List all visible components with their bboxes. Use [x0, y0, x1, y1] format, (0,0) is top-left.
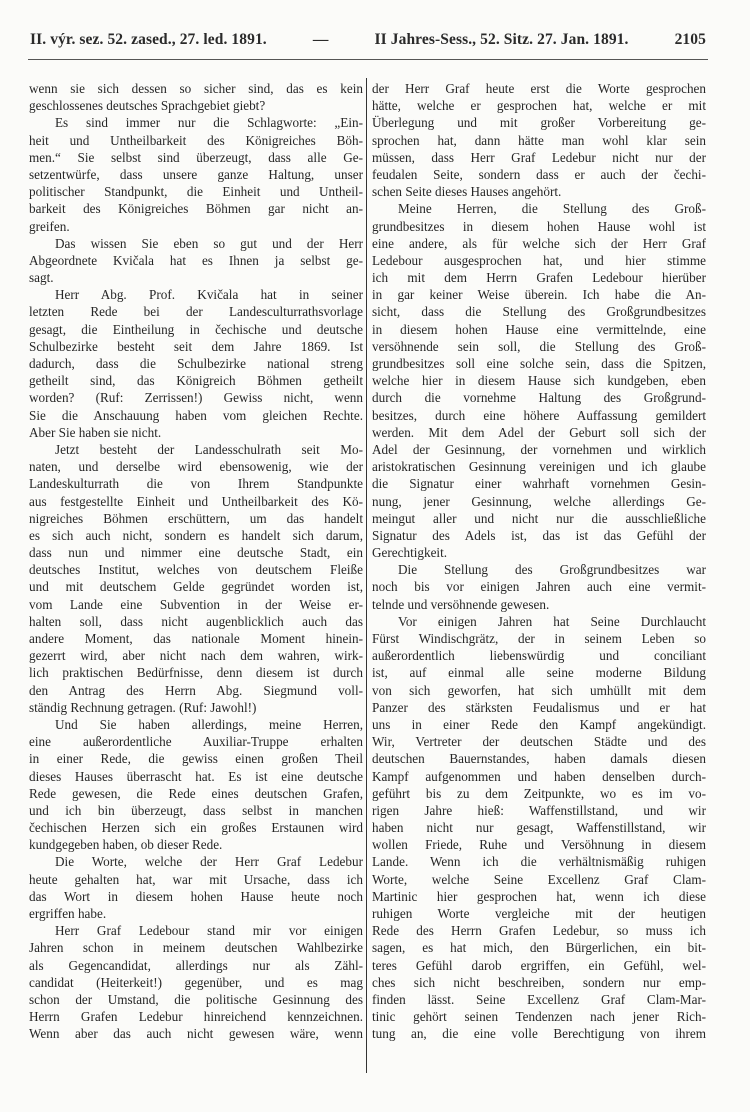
text-line: von sich geworfen, hat sich umhüllt mit dem — [372, 682, 706, 698]
text-line: versöhnende sein soll, die Stellung des Groß- — [372, 338, 706, 354]
text-line: naten, und derselbe wird ebensowenig, wie der — [29, 459, 363, 475]
text-line: sprochen hat, dann hätte man wohl klar sein — [372, 132, 706, 148]
paragraph — [372, 561, 706, 613]
text-line: worden? (Ruf: Zerrissen!) Gewiss nicht, wenn — [29, 390, 363, 406]
text-line: wenn sie sich dessen so sicher sind, das es kein — [29, 81, 363, 96]
text-line: in diesem hohen Hause eine vermittelnde, eine — [372, 321, 706, 337]
text-line: Es sind immer nur die Schlagworte: „Ein- — [55, 115, 363, 131]
text-line: tung an, die eine volle Berechtigung von ihrem — [372, 1026, 706, 1042]
text-line: dieses Hauses überrascht hat. Es ist eine deutsche — [29, 768, 363, 784]
text-line: Rede gewesen, die Rede eines deutschen Grafen, — [29, 785, 363, 801]
text-line: andere Moment, das nationale Moment hinein- — [29, 631, 363, 646]
text-line: Herr Graf Ledebour stand mir vor einigen — [55, 923, 363, 939]
text-line: tinic gehört seinen Tendenzen nach jener Rich- — [372, 1009, 706, 1025]
text-line: und mit deutschem Gelde gegründet worden ist, — [29, 579, 363, 595]
text-line: uns in einer Rede den Kampf angekündigt. — [372, 716, 706, 732]
running-header — [30, 31, 706, 49]
text-line: als Gegencandidat, allerdings nur als Zähl- — [29, 957, 363, 973]
text-line: sagen, es hat mich, den Bürgerlichen, ein bit- — [372, 940, 706, 956]
text-line: gezerrt wird, aber nicht nach dem wahren, wirk- — [29, 648, 363, 664]
text-line: das Wort in diesem hohen Hause heute noch — [29, 888, 363, 904]
text-line: telnde und versöhnende gewesen. — [372, 596, 550, 612]
text-line: ergriffen habe. — [29, 906, 107, 921]
header-dash: — — [312, 31, 329, 48]
paragraph — [372, 200, 706, 561]
paragraph — [29, 441, 363, 716]
paragraph — [29, 286, 363, 441]
text-line: werden. Mit dem Adel der Geburt soll sich der — [372, 424, 706, 440]
text-line: ruhigen Worte vergleiche mit der heutigen — [372, 906, 706, 921]
text-line: geschlossenes deutsches Sprachgebiet giebt? — [29, 98, 266, 114]
text-line: Jetzt besteht der Landesschulrath seit Mo- — [55, 441, 363, 457]
text-line: letzten Rede bei der Landesculturrathsvorlage — [29, 304, 363, 320]
text-line: noch bis vor einigen Jahren auch eine vermit- — [372, 579, 706, 595]
text-line: grundbesitzes in diesem hohen Hause wohl ist — [372, 218, 706, 234]
text-line: nung, jener Gesinnung, welche allerdings Ge- — [372, 493, 706, 509]
text-line: grundbesitzes soll eine solche sein, dass die Spitzen, — [372, 356, 706, 371]
text-line: lich praktischen Bedürfnisse, denn diesem ist durch — [29, 665, 363, 681]
column-divider — [366, 78, 367, 1073]
text-line: hätte, welche er gesprochen hat, welche er mit — [372, 98, 706, 114]
left-column — [29, 80, 363, 1043]
text-line: den Antrag des Herrn Abg. Siegmund voll- — [29, 682, 363, 698]
text-line: aristokratischen Gesinnung vereinigen und ich glaube — [372, 459, 706, 475]
text-line: in gar keiner Weise überein. Ich habe die An- — [372, 287, 706, 303]
paragraph — [29, 716, 363, 854]
text-line: sagt. — [29, 270, 54, 286]
text-line: setzentwürfe, dass unsere ganze Haltung, unser — [29, 166, 363, 182]
text-line: Signatur des Adels ist, das ist das Gefühl der — [372, 527, 706, 543]
text-line: Worte, welche Seine Excellenz Graf Clam- — [372, 871, 706, 887]
text-line: eine außerordentliche Auxiliar-Truppe erhalten — [29, 734, 363, 750]
paragraph — [29, 922, 363, 1042]
text-line: und ich bin überzeugt, dass selbst in manchen — [29, 802, 363, 818]
text-line: Aber Sie haben sie nicht. — [29, 424, 162, 440]
text-line: Rede des Herrn Grafen Ledebur, so muss ich — [372, 923, 706, 939]
text-line: schon der Umstand, die politische Gesinnung des — [29, 991, 363, 1007]
text-line: barkeit des Königreiches Böhmen gar nicht an- — [29, 201, 363, 217]
text-line: ist, auf einmal alle seine moderne Bildung — [372, 665, 706, 681]
text-line: feudalen Seite, sondern dass er auch der čechi- — [372, 166, 706, 182]
text-line: die Signatur einer wahrhaft vornehmen Gesin- — [372, 476, 706, 492]
text-line: candidat (Heiterkeit!) gegenüber, und es mag — [29, 974, 363, 990]
text-line: der Herr Graf heute erst die Worte gesprochen — [372, 81, 706, 96]
text-line: Die Worte, welche der Herr Graf Ledebur — [55, 854, 363, 870]
text-line: deutschen Bauernstandes, haben damals diesen — [372, 751, 706, 767]
text-line: vom Lande eine Subvention in der Weise er- — [29, 596, 363, 612]
text-line: es sich auch nicht, sondern es handelt sich darum, — [29, 527, 363, 543]
text-line: Jahren schon in meinem deutschen Wahlbezirke — [29, 940, 363, 956]
text-line: Fürst Windischgrätz, der in seinem Leben so — [372, 631, 706, 646]
text-line: rigen Jahre hieß: Waffenstillstand, und wir — [372, 802, 706, 818]
text-line: ständig Rechnung getragen. (Ruf: Jawohl!) — [29, 699, 257, 715]
text-line: čechischen Herzen sich ein großes Erstaunen wird — [29, 820, 363, 836]
text-line: kundgegeben haben, ob dieser Rede. — [29, 837, 223, 853]
text-line: haben nicht nur gesagt, Waffenstillstand, wir — [372, 820, 706, 836]
paragraph — [372, 613, 706, 1043]
paragraph — [29, 235, 363, 287]
page-number: 2105 — [674, 31, 706, 48]
text-line: durch die vornehme Haltung des Großgrund- — [372, 390, 706, 406]
text-line: getheilt sind, das Königreich Böhmen getheilt — [29, 373, 363, 389]
text-line: in einer Rede, die gewiss einen großen Theil — [29, 751, 363, 767]
text-line: Vor einigen Jahren hat Seine Durchlaucht — [398, 613, 706, 629]
text-line: greifen. — [29, 218, 70, 234]
text-line: Lande. Wenn ich die verhältnismäßig ruhigen — [372, 854, 706, 870]
text-line: ich mit dem Herrn Grafen Ledebour hierüber — [372, 270, 706, 286]
text-line: ches sich nicht beschreiben, sondern nur emp- — [372, 974, 706, 990]
text-line: Kampf aufgenommen und haben denselben durch- — [372, 768, 706, 784]
paragraph — [29, 114, 363, 234]
text-line: men.“ Sie selbst sind überzeugt, dass alle Ge- — [29, 149, 363, 165]
text-line: Herrn Grafen Ledebur hinreichend kennzeichnen. — [29, 1009, 363, 1025]
text-line: deutsches Institut, welches von deutschem Fleiße — [29, 562, 363, 578]
text-line: dadurch, dass die Schulbezirke national streng — [29, 356, 363, 371]
text-line: dass nun und nimmer eine deutsche Stadt, ein — [29, 545, 363, 561]
text-line: Panzer des stärksten Feudalismus und er hat — [372, 699, 706, 715]
text-line: Sie die Anschauung haben vom gleichen Rechte. — [29, 407, 363, 423]
text-line: außerordentlich liebenswürdig und conciliant — [372, 648, 706, 664]
paragraph — [29, 80, 363, 114]
header-czech: II. výr. sez. 52. zased., 27. led. 1891. — [30, 31, 267, 48]
text-line: Martinic hier gesprochen hat, wenn ich diese — [372, 888, 706, 904]
text-line: meingut aller und nicht nur die ausschließliche — [372, 510, 706, 526]
text-line: Schulbezirke besteht seit dem Jahre 1869. Ist — [29, 338, 363, 354]
text-line: Und Sie haben allerdings, meine Herren, — [55, 716, 363, 732]
text-line: Wenn aber das auch nicht gewesen wäre, wenn — [29, 1026, 363, 1042]
text-line: eine andere, als für welche sich der Herr Graf — [372, 235, 706, 251]
text-line: politischer Standpunkt, die Einheit und Untheil- — [29, 184, 363, 200]
text-line: Herr Abg. Prof. Kvičala hat in seiner — [55, 287, 363, 303]
header-german: II Jahres-Sess., 52. Sitz. 27. Jan. 1891. — [374, 31, 629, 48]
text-line: gesagt, die Eintheilung in čechische und deutsche — [29, 321, 363, 337]
text-line: aus festgestellte Einheit und Untheilbarkeit des Kö- — [29, 493, 363, 509]
text-line: heit und Untheilbarkeit des Königreiches Böh- — [29, 132, 363, 148]
text-line: Die Stellung des Großgrundbesitzes war — [398, 562, 706, 578]
text-line: welche hier in diesem Hause sich kundgeben, eben — [372, 373, 706, 389]
text-line: Landeskulturrath die von Ihrem Standpunkte — [29, 476, 363, 492]
text-line: Abgeordnete Kvičala hat es Ihnen ja selbst ge- — [29, 252, 363, 268]
paragraph — [372, 80, 706, 200]
text-line: Ledebour ausgesprochen hat, und hier stimme — [372, 252, 706, 268]
paragraph — [29, 853, 363, 922]
text-line: geführt bis zu dem Zeitpunkte, wo es im vo- — [372, 785, 706, 801]
text-line: Das wissen Sie eben so gut und der Herr — [55, 235, 363, 251]
right-column — [372, 80, 706, 1043]
text-line: Meine Herren, die Stellung des Groß- — [398, 201, 706, 217]
text-line: nigreiches Böhmen erschüttern, um das handelt — [29, 510, 363, 526]
text-line: besitzes, durch eine höhere Auffassung gemildert — [372, 407, 706, 423]
text-line: Wir, Vertreter der deutschen Städte und des — [372, 734, 706, 750]
text-line: wollen Friede, Ruhe und Versöhnung in diesem — [372, 837, 706, 853]
text-line: teres Gefühl darob ergriffen, ein Gefühl, wel- — [372, 957, 706, 973]
text-line: halten soll, dass nicht augenblicklich auch das — [29, 613, 363, 629]
text-line: müssen, dass Herr Graf Ledebur nicht nur der — [372, 149, 706, 165]
text-line: finden lässt. Seine Excellenz Graf Clam-Mar- — [372, 991, 706, 1007]
text-line: heute gehalten hat, war mit Ursache, dass ich — [29, 871, 363, 887]
text-line: Adel der Gesinnung, der vornehmen und wirklich — [372, 441, 706, 457]
text-line: Überlegung und mit großer Vorbereitung ge- — [372, 115, 706, 131]
text-line: sicht, dass die Stellung des Großgrundbesitzes — [372, 304, 706, 320]
text-line: Gerechtigkeit. — [372, 545, 448, 561]
text-line: schen Seite dieses Hauses angehört. — [372, 184, 562, 200]
header-rule — [28, 59, 708, 60]
